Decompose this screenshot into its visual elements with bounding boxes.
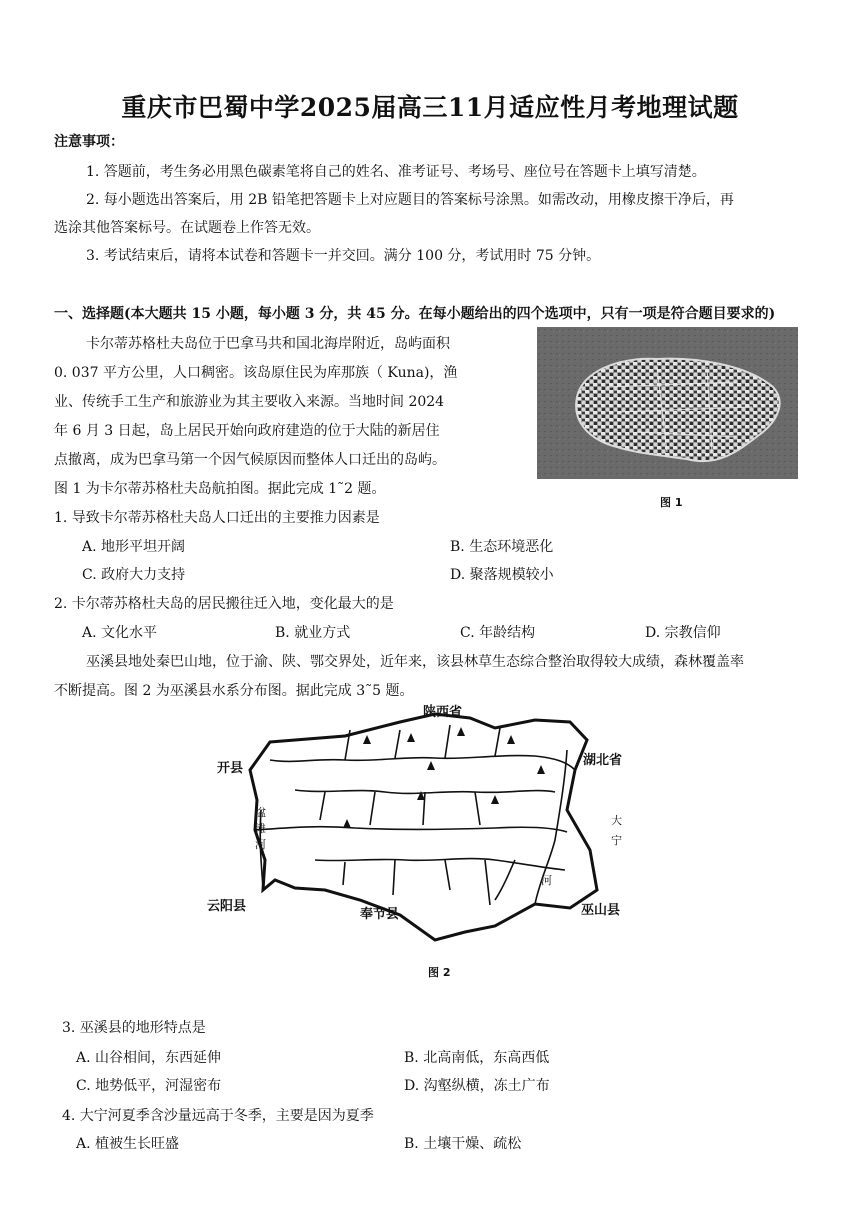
figure-2-caption: 图 2	[428, 966, 451, 979]
passage1-line: 0. 037 平方公里，人口稠密。该岛原住民为库那族（ Kuna)，渔	[54, 365, 458, 381]
label-river-left-1: 湓	[255, 806, 266, 819]
question-2-option-c[interactable]: C. 年龄结构	[460, 625, 536, 641]
label-river-right-3: 河	[541, 874, 552, 887]
question-3-option-a[interactable]: A. 山谷相间，东西延伸	[76, 1050, 222, 1066]
notice-heading: 注意事项：	[54, 134, 124, 150]
passage1-line: 卡尔蒂苏格杜夫岛位于巴拿马共和国北海岸附近，岛屿面积	[86, 336, 450, 352]
label-shaanxi: 陕西省	[423, 705, 463, 720]
question-2-option-a[interactable]: A. 文化水平	[82, 625, 158, 641]
label-hubei: 湖北省	[583, 753, 623, 768]
question-4-option-b[interactable]: B. 土壤干燥、疏松	[404, 1136, 522, 1152]
question-4-option-a[interactable]: A. 植被生长旺盛	[76, 1136, 180, 1152]
question-1-option-c[interactable]: C. 政府大力支持	[82, 567, 186, 583]
label-kaixian: 开县	[217, 761, 244, 776]
question-3-option-b[interactable]: B. 北高南低，东高西低	[404, 1050, 550, 1066]
question-3-option-d[interactable]: D. 沟壑纵横，冻土广布	[404, 1078, 550, 1094]
passage1-line: 图 1 为卡尔蒂苏格杜夫岛航拍图。据此完成 1˜2 题。	[54, 481, 386, 497]
label-river-right-2: 宁	[611, 834, 622, 847]
question-2-stem: 2. 卡尔蒂苏格杜夫岛的居民搬往迁入地，变化最大的是	[54, 596, 394, 612]
label-yunyang: 云阳县	[207, 899, 247, 914]
passage1-line: 点撤离，成为巴拿马第一个因气候原因而整体人口迁出的岛屿。	[54, 452, 446, 468]
aerial-photo-figure-1	[537, 327, 798, 479]
question-1-stem: 1. 导致卡尔蒂苏格杜夫岛人口迁出的主要推力因素是	[54, 510, 380, 526]
notice-item-3: 3. 考试结束后，请将本试卷和答题卡一并交回。满分 100 分，考试用时 75 分钟。	[86, 248, 601, 264]
label-fengjie: 奉节县	[360, 907, 400, 922]
notice-item-1: 1. 答题前，考生务必用黑色碳素笔将自己的姓名、准考证号、考场号、座位号在答题卡上填写清楚。	[86, 164, 706, 180]
question-1-option-b[interactable]: B. 生态环境恶化	[450, 539, 554, 555]
label-wushan: 巫山县	[581, 903, 621, 918]
passage1-line: 年 6 月 3 日起，岛上居民开始向政府建造的位于大陆的新居住	[54, 423, 440, 439]
label-river-left-3: 河	[255, 838, 266, 851]
passage2-line: 巫溪县地处秦巴山地，位于渝、陕、鄂交界处，近年来，该县林草生态综合整治取得较大成绩，森林覆盖率	[86, 654, 744, 670]
river-map-figure-2	[195, 700, 655, 950]
figure-1-caption: 图 1	[660, 496, 683, 509]
question-4-stem: 4. 大宁河夏季含沙量远高于冬季，主要是因为夏季	[62, 1108, 374, 1124]
passage1-line: 业、传统手工生产和旅游业为其主要收入来源。当地时间 2024	[54, 394, 445, 410]
question-2-option-d[interactable]: D. 宗教信仰	[645, 625, 721, 641]
question-1-option-d[interactable]: D. 聚落规模较小	[450, 567, 554, 583]
question-2-option-b[interactable]: B. 就业方式	[275, 625, 351, 641]
label-river-left-2: 滩	[255, 822, 266, 835]
notice-item-2-cont: 选涂其他答案标号。在试题卷上作答无效。	[54, 220, 320, 236]
passage2-line: 不断提高。图 2 为巫溪县水系分布图。据此完成 3˜5 题。	[54, 683, 414, 699]
question-1-option-a[interactable]: A. 地形平坦开阔	[82, 539, 186, 555]
question-3-stem: 3. 巫溪县的地形特点是	[62, 1020, 206, 1036]
question-3-option-c[interactable]: C. 地势低平，河湿密布	[76, 1078, 222, 1094]
section-heading: 一、选择题(本大题共 15 小题，每小题 3 分，共 45 分。在每小题给出的四个选项中，只有一项是符合题目要求的)	[54, 306, 776, 322]
notice-item-2: 2. 每小题选出答案后，用 2B 铅笔把答题卡上对应题目的答案标号涂黑。如需改动，用橡皮擦干净后，再	[86, 192, 734, 208]
page-title: 重庆市巴蜀中学2025届高三11月适应性月考地理试题	[121, 93, 739, 122]
label-river-right-1: 大	[611, 814, 622, 827]
